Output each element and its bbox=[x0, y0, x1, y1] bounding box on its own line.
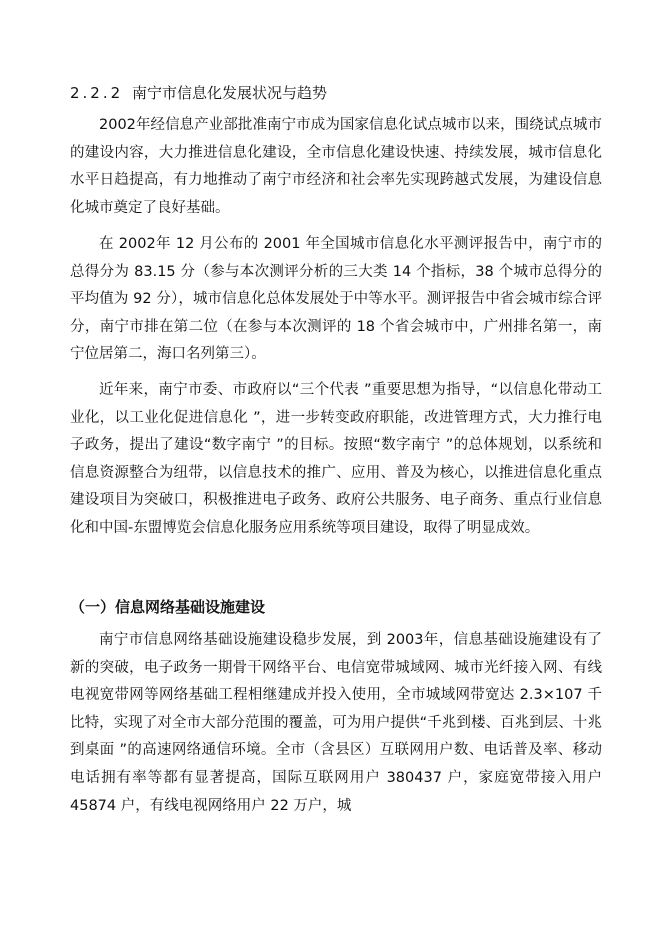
paragraph-network-infrastructure: 南宁市信息网络基础设施建设稳步发展，到 2003年，信息基础设施建设有了新的突破，电子政务一期骨干网络平台、电信宽带城域网、城市光纤接入网、有线电视宽带网等网络基础工程相继建成并投入使用，全市城域网带宽达 2.3×107 千比特，实现了对全市大部分范围的覆盖，可为用户提供“千兆到楼、百兆到层、十兆到桌面 ”的高速网络通信环境。全市（含县区）互联网用户数、电话普及率、移动电话拥有率等都有显著提高，国际互联网用户 380437 户，家庭宽带接入用户 45874 户，有线电视网络用户 22 万户，城 bbox=[70, 632, 602, 814]
subsection-heading: （一）信息网络基础设施建设 bbox=[70, 598, 266, 616]
section-heading bbox=[70, 83, 327, 103]
section-number: 2.2.2 bbox=[70, 84, 124, 102]
paragraph-pilot-city: 2002年经信息产业部批准南宁市成为国家信息化试点城市以来，围绕试点城市的建设内容，大力推进信息化建设，全市信息化建设快速、持续发展，城市信息化水平日趋提高，有力地推动了南宁市经济和社会率先实现跨越式发展，为建设信息化城市奠定了良好基础。 bbox=[70, 117, 602, 216]
paragraph-evaluation-report: 在 2002年 12 月公布的 2001 年全国城市信息化水平测评报告中，南宁市的总得分为 83.15 分（参与本次测评分析的三大类 14 个指标，38 个城市总得分的平均值为 92 分），城市信息化总体发展处于中等水平。测评报告中省会城市综合评分，南宁市排在第二位（在参与本次测评的 18 个省会城市中，广州排名第一，南宁位居第二，海口名列第三）。 bbox=[70, 236, 602, 363]
section-title: 南宁市信息化发展状况与趋势 bbox=[132, 84, 328, 102]
paragraph-digital-nanning: 近年来，南宁市委、市政府以“三个代表 ”重要思想为指导，“以信息化带动工业化，以工业化促进信息化 ”，进一步转变政府职能，改进管理方式，大力推行电子政务，提出了建设“数字南宁 ”的目标。按照“数字南宁 ”的总体规划，以系统和信息资源整合为纽带，以信息技术的推广、应用、普及为核心，以推进信息化重点建设项目为突破口，积极推进电子政务、政府公共服务、电子商务、重点行业信息化和中国-东盟博览会信息化服务应用系统等项目建设，取得了明显成效。 bbox=[70, 382, 602, 536]
